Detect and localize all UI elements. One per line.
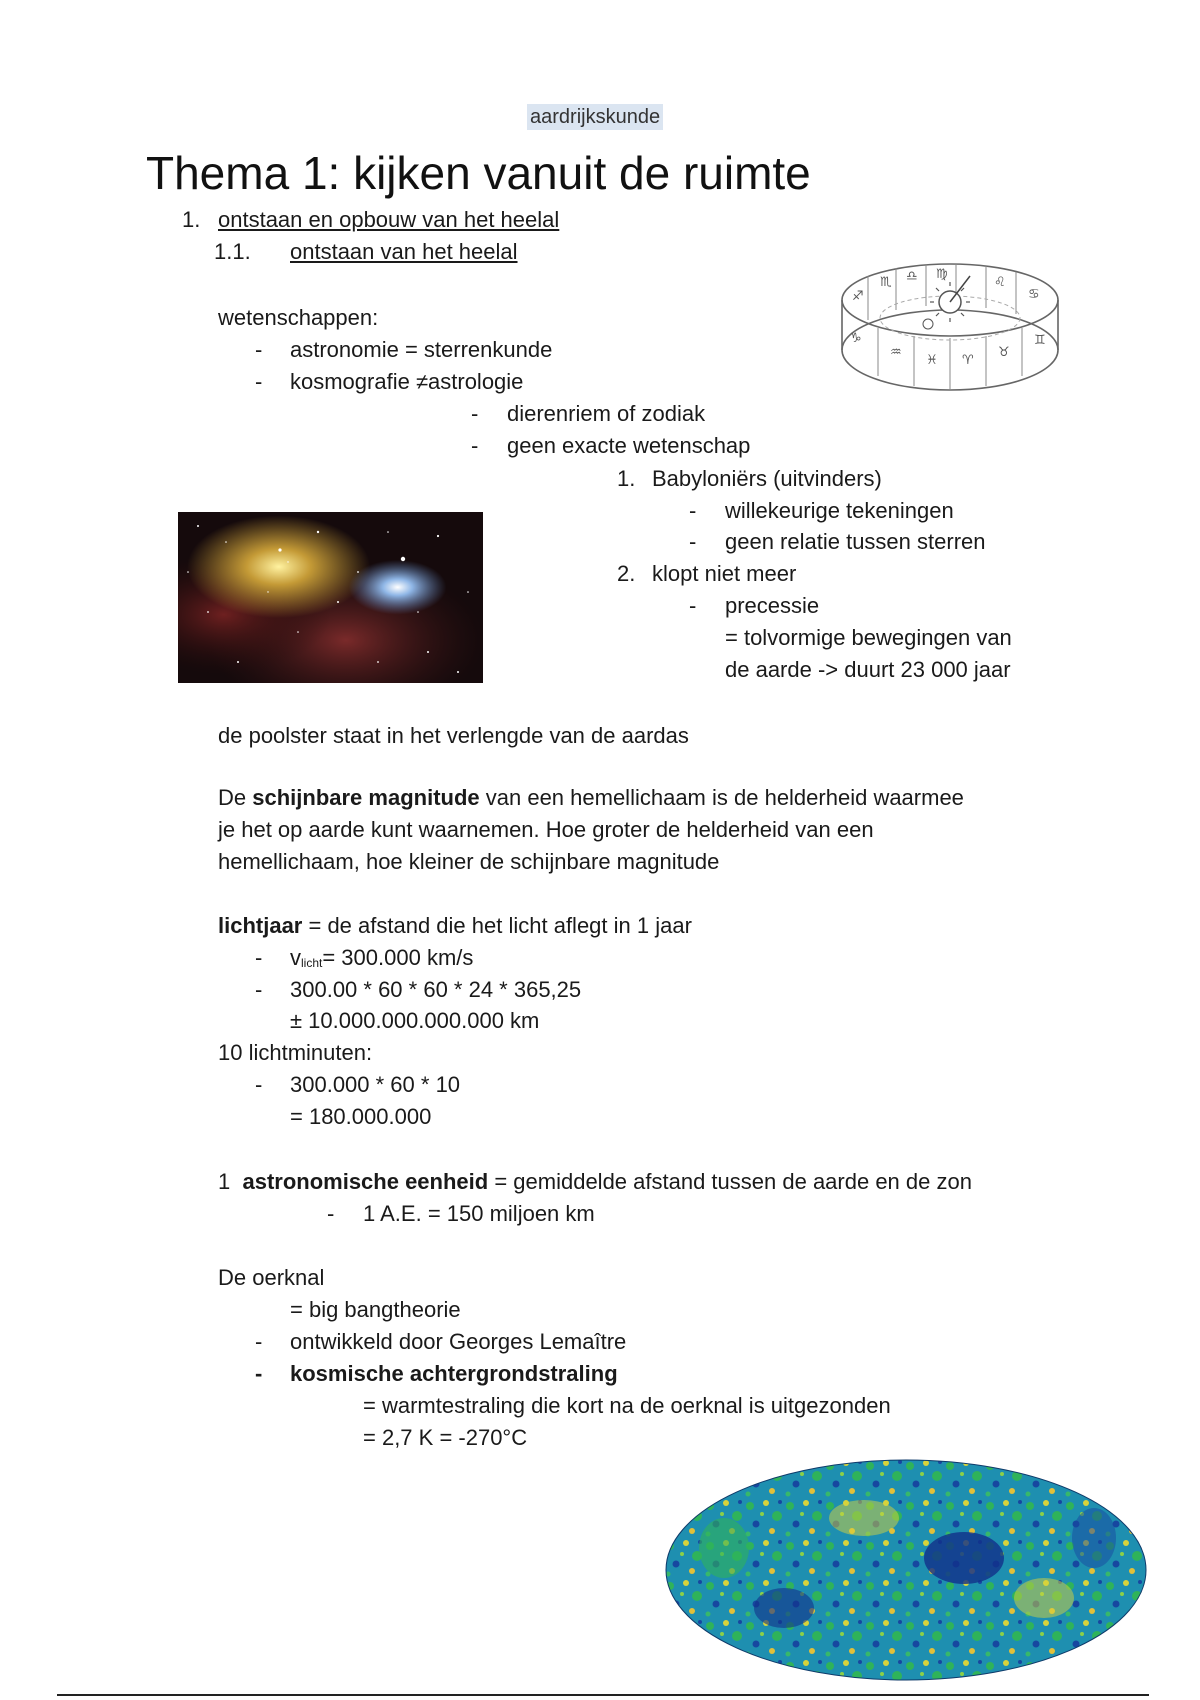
bullet-dash: -: [471, 401, 479, 426]
list-item: Babyloniërs (uitvinders): [652, 466, 882, 491]
list-item: $v_{licht}= 300.000$ km/s: [290, 945, 474, 970]
list-item: willekeurige tekeningen: [725, 498, 954, 523]
section-number: 1.: [182, 207, 201, 232]
paragraph-magnitude: De schijnbare magnitude van een hemellichaam is de helderheid waarmee: [218, 785, 964, 810]
bullet-dash: -: [255, 337, 263, 362]
list-item: kosmografie ≠astrologie: [290, 369, 524, 394]
list-item: precessie: [725, 593, 820, 618]
zodiac-ring-image: [838, 252, 1063, 398]
paragraph-line: je het op aarde kunt waarnemen. Hoe groter de helderheid van een: [218, 817, 874, 842]
paragraph-lichtjaar: lichtjaar = de afstand die het licht aflegt in 1 jaar: [218, 913, 692, 938]
list-item: de aarde -> duurt 23 000 jaar: [725, 657, 1011, 682]
list-item: 1 A.E. = 150 miljoen km: [363, 1201, 595, 1226]
list-item: astronomie = sterrenkunde: [290, 337, 553, 362]
section-heading: ontstaan en opbouw van het heelal: [218, 207, 560, 232]
svg-text:♋: ♋: [1028, 287, 1040, 302]
bullet-dash: -: [255, 977, 263, 1002]
bullet-dash: -: [255, 369, 263, 394]
list-item: = warmtestraling die kort na de oerknal is uitgezonden: [363, 1393, 891, 1418]
footer-divider: [57, 1694, 1149, 1696]
list-item: ± 10.000.000.000.000 km: [290, 1008, 540, 1033]
nebula-photo: [178, 512, 483, 683]
list-item: 300.00 * 60 * 60 * 24 * 365,25: [290, 977, 582, 1002]
page-title: Thema 1: kijken vanuit de ruimte: [146, 147, 811, 199]
list-item: geen relatie tussen sterren: [725, 529, 986, 554]
list-item: geen exacte wetenschap: [507, 433, 751, 458]
subsection-heading: ontstaan van het heelal: [290, 239, 518, 264]
list-item: = 2,7 K = -270°C: [363, 1425, 528, 1450]
list-item: ontwikkeld door Georges Lemaître: [290, 1329, 627, 1354]
svg-text:♈: ♈: [962, 353, 974, 368]
bullet-dash: -: [255, 945, 263, 970]
list-item: 300.000 * 60 * 10: [290, 1072, 461, 1097]
subsection-number: 1.1.: [214, 239, 251, 264]
term-bold: astronomische eenheid: [242, 1169, 489, 1194]
term-bold: lichtjaar: [218, 913, 303, 938]
paragraph-poolster: de poolster staat in het verlengde van de aardas: [218, 723, 689, 748]
svg-text:♓: ♓: [926, 353, 938, 368]
list-item: = tolvormige bewegingen van: [725, 625, 1012, 650]
bullet-dash: -: [689, 593, 697, 618]
cmb-map-image: [664, 1458, 1148, 1682]
paragraph-oerknal: De oerknal: [218, 1265, 325, 1290]
wetenschappen-heading: wetenschappen:: [218, 305, 379, 330]
list-item: klopt niet meer: [652, 561, 797, 586]
bullet-dash: -: [471, 433, 479, 458]
svg-text:♍: ♍: [936, 267, 948, 282]
list-item: = 180.000.000: [290, 1104, 432, 1129]
list-item: dierenriem of zodiak: [507, 401, 706, 426]
svg-text:♌: ♌: [994, 275, 1006, 290]
bullet-dash: -: [327, 1201, 335, 1226]
numbered-marker: 2.: [617, 561, 636, 586]
svg-text:♎: ♎: [906, 269, 918, 284]
paragraph-line: 10 lichtminuten:: [218, 1040, 373, 1065]
bullet-dash: -: [689, 498, 697, 523]
paragraph-line: hemellichaam, hoe kleiner de schijnbare magnitude: [218, 849, 720, 874]
svg-text:♐: ♐: [852, 289, 864, 304]
list-item: = big bangtheorie: [290, 1297, 461, 1322]
bullet-dash: -: [689, 529, 697, 554]
svg-text:♑: ♑: [850, 331, 862, 346]
bullet-dash: -: [255, 1072, 263, 1097]
subject-label: aardrijkskunde: [527, 104, 663, 130]
term-bold: schijnbare magnitude: [252, 785, 480, 810]
svg-text:♊: ♊: [1034, 333, 1046, 348]
svg-text:♉: ♉: [998, 345, 1010, 360]
bullet-dash: -: [255, 1329, 263, 1354]
bullet-dash: -: [255, 1361, 263, 1386]
paragraph-ae: 1 astronomische eenheid = gemiddelde afstand tussen de aarde en de zon: [218, 1169, 972, 1194]
list-item: kosmische achtergrondstraling: [290, 1361, 618, 1386]
svg-text:♒: ♒: [890, 345, 902, 360]
numbered-marker: 1.: [617, 466, 636, 491]
svg-text:♏: ♏: [880, 275, 892, 290]
